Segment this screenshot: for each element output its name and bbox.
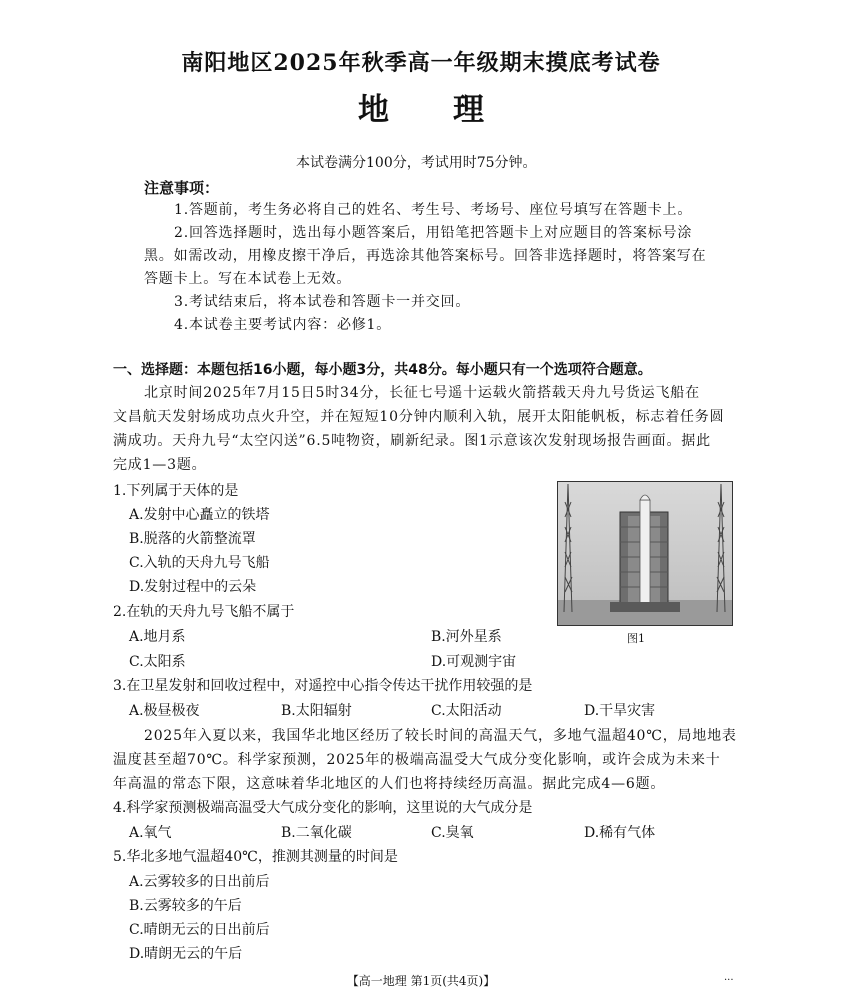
q1-stem: 1.下列属于天体的是 bbox=[113, 483, 239, 499]
q4-option-b: B.二氧化碳 bbox=[281, 825, 352, 841]
notes-line-1: 1.答题前，考生务必将自己的姓名、考生号、考场号、座位号填写在答题卡上。 bbox=[174, 202, 693, 218]
passage2-line-1: 2025年入夏以来，我国华北地区经历了较长时间的高温天气，多地气温超40℃，局地地表 bbox=[144, 728, 737, 744]
passage2-line-2: 温度甚至超70℃。科学家预测，2025年的极端高温受大气成分变化影响，或许会成为未来十 bbox=[113, 752, 721, 768]
subject-title bbox=[0, 84, 842, 129]
q4-option-a: A.氧气 bbox=[129, 825, 172, 841]
q4-option-d: D.稀有气体 bbox=[584, 825, 656, 841]
notes-line-2: 2.回答选择题时，选出每小题答案后，用铅笔把答题卡上对应题目的答案标号涂 bbox=[174, 225, 693, 241]
notes-line-5: 3.考试结束后，将本试卷和答题卡一并交回。 bbox=[174, 294, 471, 310]
subject-char-1: 地 bbox=[358, 92, 389, 128]
q1-option-d: D.发射过程中的云朵 bbox=[129, 579, 257, 595]
section-heading: 一、选择题：本题包括16小题，每小题3分，共48分。每小题只有一个选项符合题意。 bbox=[113, 362, 652, 378]
footer-corner-mark: ... bbox=[724, 972, 734, 983]
q1-option-a: A.发射中心矗立的铁塔 bbox=[129, 507, 270, 523]
q2-option-a: A.地月系 bbox=[129, 629, 186, 645]
q5-option-d: D.晴朗无云的午后 bbox=[129, 946, 243, 962]
q5-option-b: B.云雾较多的午后 bbox=[129, 898, 242, 914]
figure-caption: 图1 bbox=[627, 632, 645, 645]
exam-info: 本试卷满分100分，考试用时75分钟。 bbox=[296, 155, 537, 171]
notes-heading: 注意事项： bbox=[144, 179, 220, 197]
q3-option-b: B.太阳辐射 bbox=[281, 703, 352, 719]
q1-option-c: C.入轨的天舟九号飞船 bbox=[129, 555, 270, 571]
launch-tower-illustration bbox=[558, 482, 732, 625]
passage1-line-1: 北京时间2025年7月15日5时34分，长征七号遥十运载火箭搭载天舟九号货运飞船在 bbox=[144, 385, 700, 401]
page-footer: 【高一地理 第1页(共4页)】 bbox=[346, 974, 496, 988]
q1-option-b: B.脱落的火箭整流罩 bbox=[129, 531, 256, 547]
q5-stem: 5.华北多地气温超40℃，推测其测量的时间是 bbox=[113, 849, 398, 865]
passage1-line-4: 完成1—3题。 bbox=[113, 457, 207, 473]
q5-option-c: C.晴朗无云的日出前后 bbox=[129, 922, 270, 938]
q2-stem: 2.在轨的天舟九号飞船不属于 bbox=[113, 604, 295, 620]
q3-option-c: C.太阳活动 bbox=[431, 703, 502, 719]
q4-stem: 4.科学家预测极端高温受大气成分变化的影响，这里说的大气成分是 bbox=[113, 800, 533, 816]
q2-option-d: D.可观测宇宙 bbox=[431, 654, 517, 670]
subject-char-2: 理 bbox=[453, 92, 484, 128]
passage1-line-2: 文昌航天发射场成功点火升空，并在短短10分钟内顺利入轨，展开太阳能帆板，标志着任务圆 bbox=[113, 409, 725, 425]
q3-stem: 3.在卫星发射和回收过程中，对遥控中心指令传达干扰作用较强的是 bbox=[113, 678, 533, 694]
q4-option-c: C.臭氧 bbox=[431, 825, 474, 841]
q3-option-a: A.极昼极夜 bbox=[129, 703, 200, 719]
q2-option-c: C.太阳系 bbox=[129, 654, 186, 670]
q3-option-d: D.干旱灾害 bbox=[584, 703, 656, 719]
exam-title: 南阳地区2025年秋季高一年级期末摸底考试卷 bbox=[181, 50, 661, 76]
q2-option-b: B.河外星系 bbox=[431, 629, 502, 645]
notes-line-4: 答题卡上。写在本试卷上无效。 bbox=[144, 271, 352, 287]
notes-line-3: 黑。如需改动，用橡皮擦干净后，再选涂其他答案标号。回答非选择题时，将答案写在 bbox=[144, 248, 707, 264]
passage2-line-3: 年高温的常态下限，这意味着华北地区的人们也将持续经历高温。据此完成4—6题。 bbox=[113, 776, 666, 792]
passage1-line-3: 满成功。天舟九号“太空闪送”6.5吨物资，刷新纪录。图1示意该次发射现场报告画面。据此 bbox=[113, 433, 711, 449]
notes-line-6: 4.本试卷主要考试内容：必修1。 bbox=[174, 317, 392, 333]
q5-option-a: A.云雾较多的日出前后 bbox=[129, 874, 270, 890]
launch-site-figure bbox=[557, 481, 733, 626]
